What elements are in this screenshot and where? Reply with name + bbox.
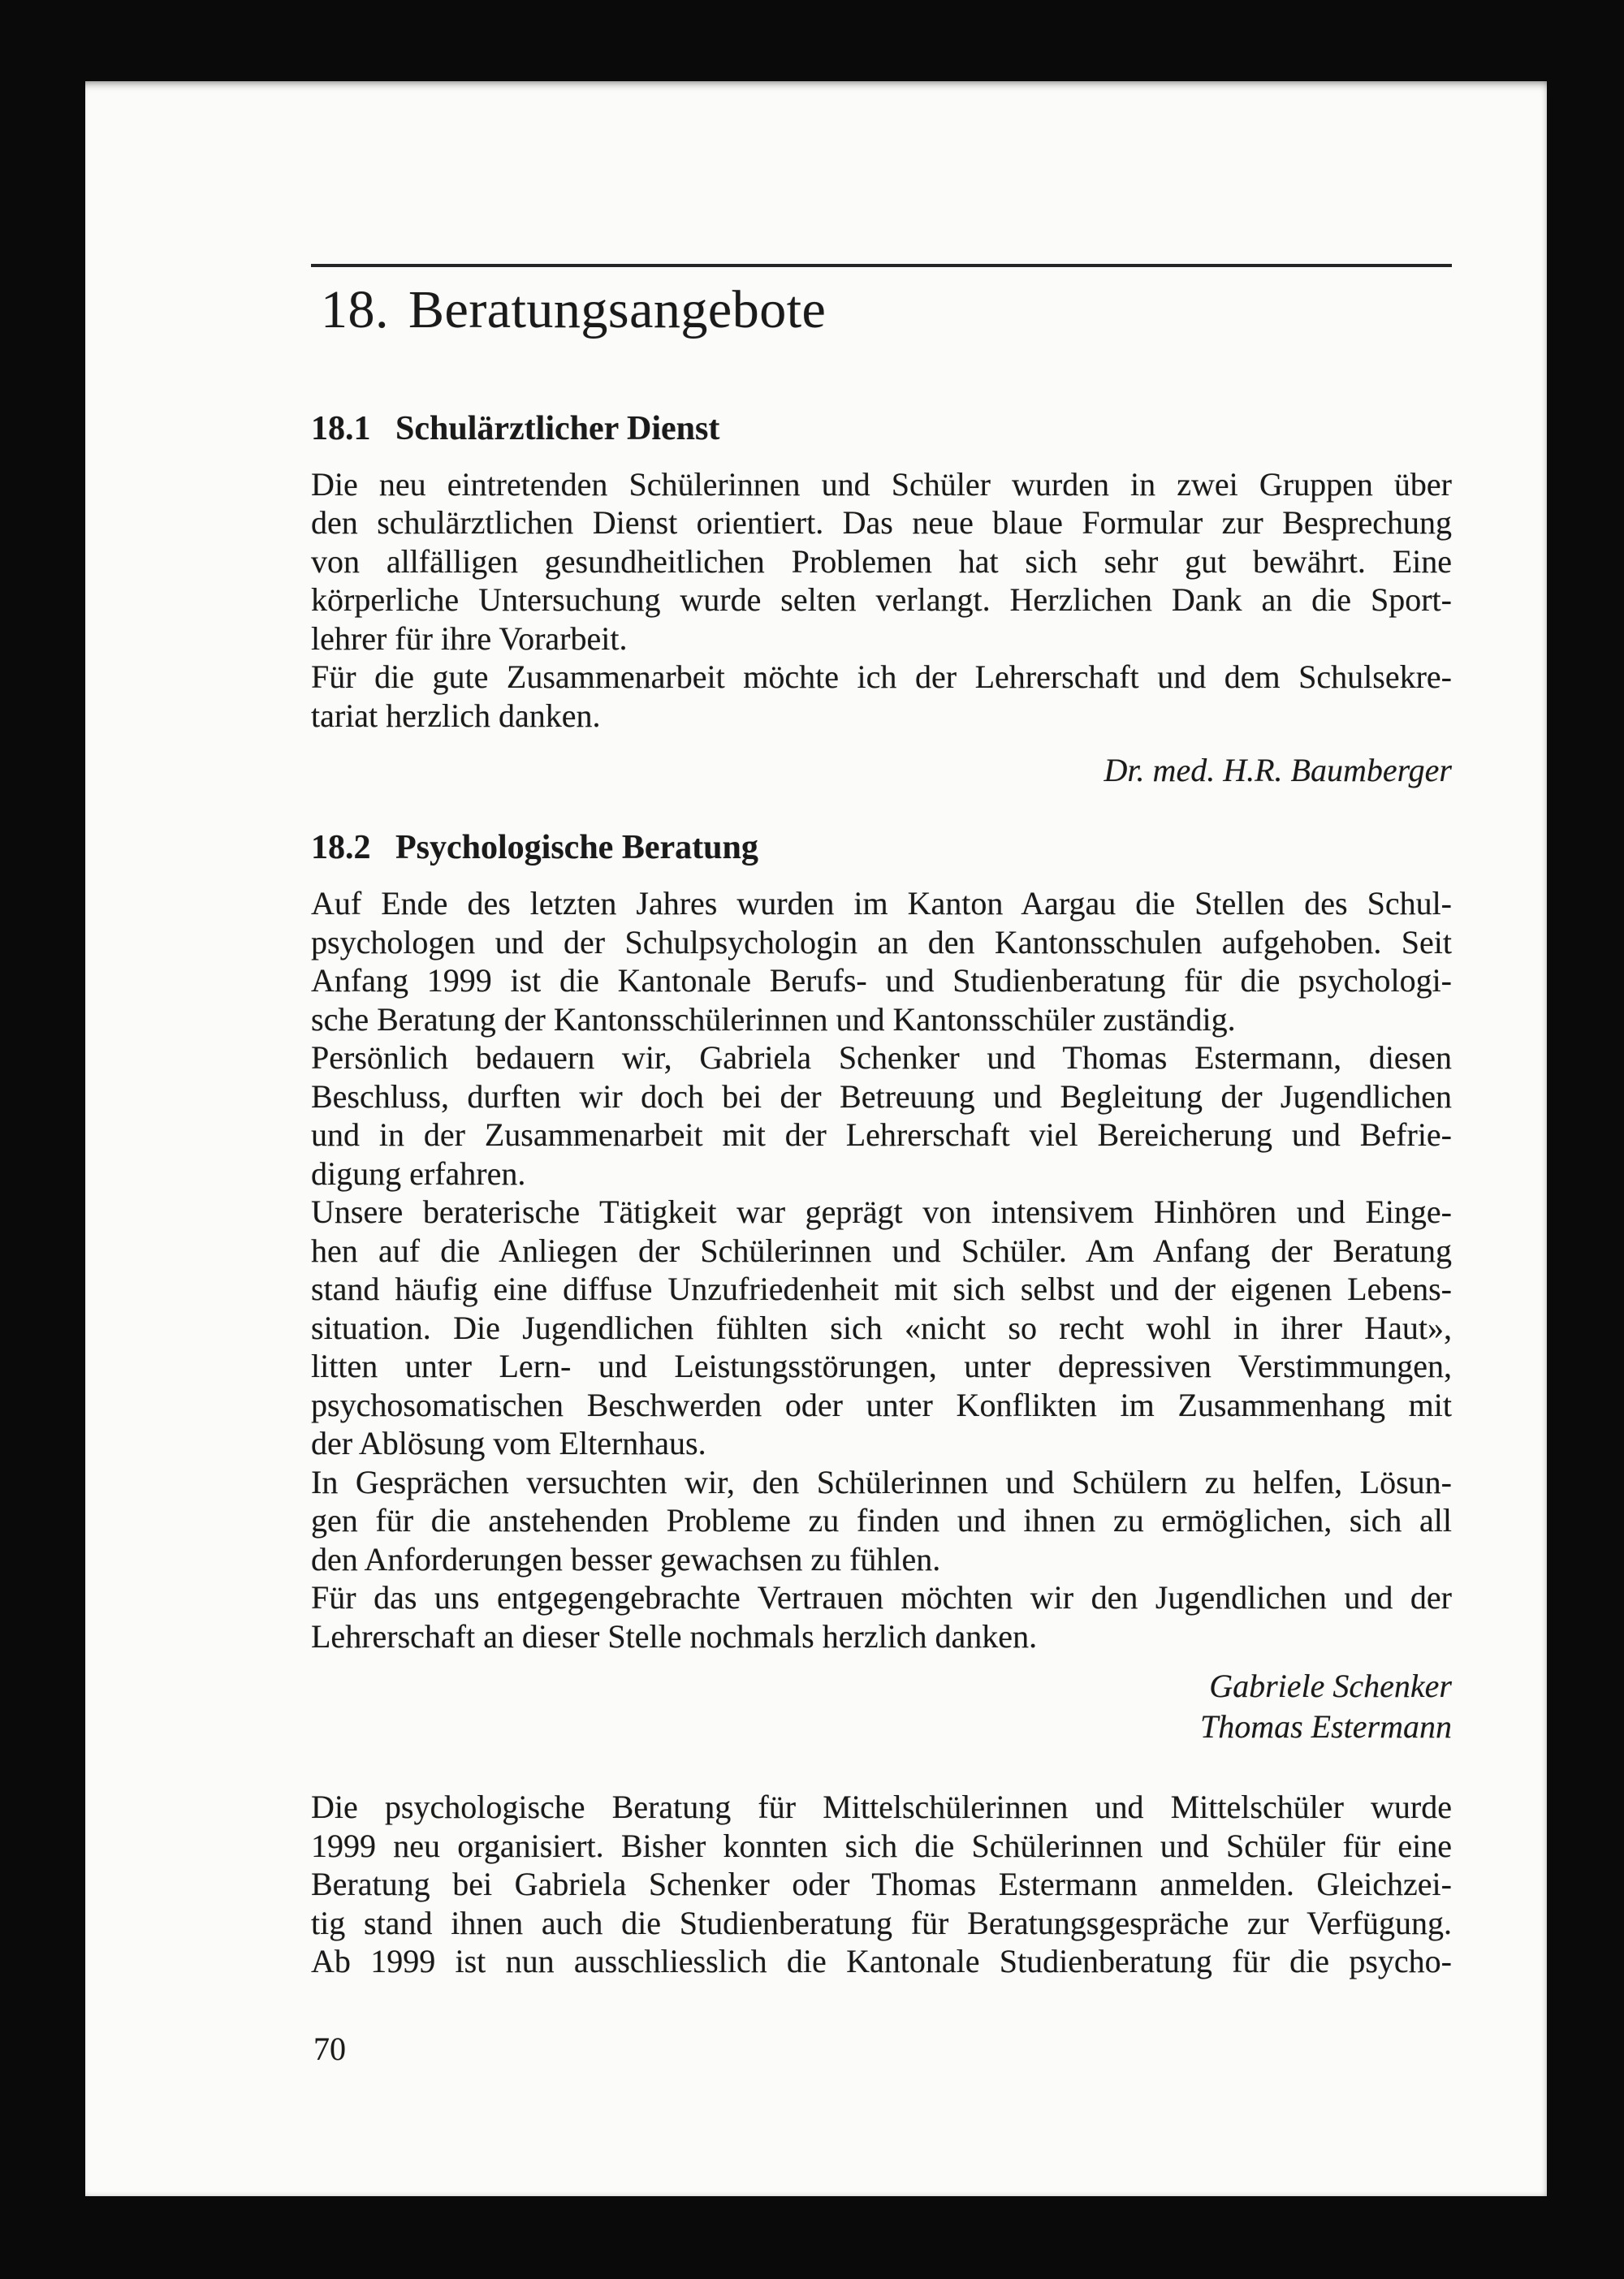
chapter-title-text: Beratungsangebote: [408, 280, 827, 339]
paragraph: [311, 884, 1452, 1038]
text-line: situation. Die Jugendlichen fühlten sich «nicht so recht wohl in ihrer Haut»,: [311, 1309, 1452, 1346]
text-line: Beratung bei Gabriela Schenker oder Thomas Estermann anmelden. Gleichzei-: [311, 1866, 1452, 1902]
closing-paragraph: [311, 1788, 1452, 1981]
text-line: litten unter Lern- und Leistungsstörungen, unter depressiven Verstimmungen,: [311, 1348, 1452, 1384]
text-line: Für das uns entgegengebrachte Vertrauen möchten wir den Jugendlichen und der: [311, 1579, 1452, 1616]
paragraph: [311, 658, 1452, 735]
text-line: tig stand ihnen auch die Studienberatung für Beratungsgespräche zur Verfügung.: [311, 1904, 1452, 1941]
text-line: lehrer für ihre Vorarbeit.: [311, 619, 628, 657]
section-heading-18-2: [311, 829, 1452, 868]
section-title-18-2: Psychologische Beratung: [395, 828, 758, 866]
section-title-18-1: Schulärztlicher Dienst: [395, 410, 720, 447]
text-line: Lehrerschaft an dieser Stelle nochmals herzlich danken.: [311, 1617, 1038, 1655]
paragraph: [311, 1578, 1452, 1655]
text-line: psychosomatischen Beschwerden oder unter Konflikten im Zusammenhang mit: [311, 1386, 1452, 1423]
text-line: psychologen und der Schulpsychologin an den Kantonsschulen aufgehoben. Seit: [311, 923, 1452, 960]
text-line: Unsere beraterische Tätigkeit war geprägt von intensivem Hinhören und Einge-: [311, 1193, 1452, 1230]
text-line: Persönlich bedauern wir, Gabriela Schenker und Thomas Estermann, diesen: [311, 1039, 1452, 1076]
text-line: In Gesprächen versuchten wir, den Schülerinnen und Schülern zu helfen, Lösun-: [311, 1463, 1452, 1500]
text-line: Für die gute Zusammenarbeit möchte ich der Lehrerschaft und dem Schulsekre-: [311, 658, 1452, 695]
header-rule: [311, 264, 1452, 267]
text-line: stand häufig eine diffuse Unzufriedenheit mit sich selbst und der eigenen Lebens-: [311, 1271, 1452, 1307]
text-line: hen auf die Anliegen der Schülerinnen und Schüler. Am Anfang der Beratung: [311, 1232, 1452, 1269]
signature-block-18-2: [311, 1666, 1452, 1747]
text-line: tariat herzlich danken.: [311, 697, 601, 734]
page-content: [311, 410, 1452, 1981]
page-number: 70: [313, 2031, 346, 2067]
text-line: den Anforderungen besser gewachsen zu fühlen.: [311, 1540, 941, 1578]
text-line: Dr. med. H.R. Baumberger: [1104, 752, 1452, 788]
text-line: 1999 neu organisiert. Bisher konnten sich die Schülerinnen und Schüler für eine: [311, 1827, 1452, 1864]
text-line: Die neu eintretenden Schülerinnen und Schüler wurden in zwei Gruppen über: [311, 465, 1452, 503]
section-number-18-2: 18.2: [311, 828, 371, 866]
paragraph: [311, 465, 1452, 658]
text-line: sche Beratung der Kantonsschülerinnen und Kantonsschüler zuständig.: [311, 1000, 1236, 1038]
section-heading-18-1: [311, 410, 1452, 449]
text-line: von allfälligen gesundheitlichen Problemen hat sich sehr gut bewährt. Eine: [311, 542, 1452, 580]
text-line: der Ablösung vom Elternhaus.: [311, 1425, 706, 1461]
text-line: Thomas Estermann: [1199, 1708, 1452, 1745]
text-line: und in der Zusammenarbeit mit der Lehrerschaft viel Bereicherung und Befrie-: [311, 1116, 1452, 1153]
text-line: gen für die anstehenden Probleme zu finden und ihnen zu ermöglichen, sich all: [311, 1502, 1452, 1539]
text-line: Anfang 1999 ist die Kantonale Berufs- und Studienberatung für die psychologi-: [311, 962, 1452, 999]
text-line: den schulärztlichen Dienst orientiert. Das neue blaue Formular zur Besprechung: [311, 504, 1452, 541]
paragraph: [311, 1463, 1452, 1579]
signature-block-18-1: [311, 751, 1452, 790]
chapter-number: 18.: [321, 280, 389, 339]
chapter-title: [321, 281, 826, 340]
text-line: Beschluss, durften wir doch bei der Betreuung und Begleitung der Jugendlichen: [311, 1077, 1452, 1115]
text-line: Gabriele Schenker: [1209, 1668, 1452, 1704]
paragraph: [311, 1193, 1452, 1463]
section-number-18-1: 18.1: [311, 410, 371, 447]
document-page: [85, 81, 1547, 2196]
paragraph: [311, 1038, 1452, 1193]
text-line: Ab 1999 ist nun ausschliesslich die Kantonale Studienberatung für die psycho-: [311, 1943, 1452, 1979]
text-line: digung erfahren.: [311, 1155, 526, 1192]
text-line: körperliche Untersuchung wurde selten verlangt. Herzlichen Dank an die Sport-: [311, 581, 1452, 618]
text-line: Auf Ende des letzten Jahres wurden im Kanton Aargau die Stellen des Schul-: [311, 885, 1452, 922]
text-line: Die psychologische Beratung für Mittelschülerinnen und Mittelschüler wurde: [311, 1789, 1452, 1825]
